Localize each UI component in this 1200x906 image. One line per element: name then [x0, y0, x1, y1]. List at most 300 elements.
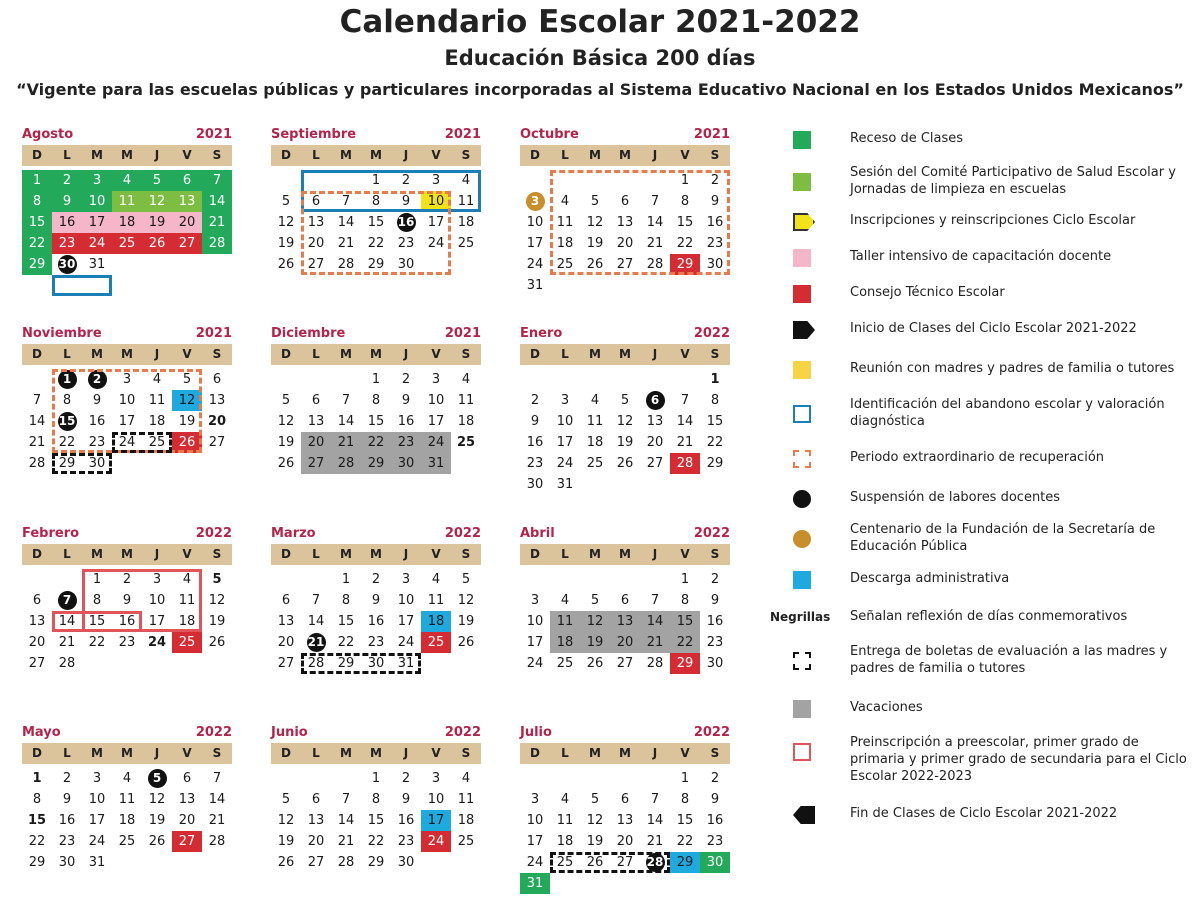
day-cell: 22: [676, 236, 694, 251]
day-cell: 13: [307, 414, 325, 429]
day-circle: 28: [646, 853, 665, 872]
day-cell: 21: [208, 813, 226, 828]
month-header: [271, 326, 481, 344]
day-cell: 14: [28, 414, 46, 429]
day-cell: 11: [118, 194, 136, 209]
weekday-label: L: [561, 746, 569, 760]
day-cell: 23: [88, 435, 106, 450]
month-header: [22, 725, 232, 743]
day-cell: 15: [367, 813, 385, 828]
weekday-label: V: [431, 347, 441, 361]
weekday-label: J: [403, 148, 409, 162]
day-cell: 26: [277, 257, 295, 272]
month-noviembre: [22, 326, 232, 501]
day-cell: 9: [371, 593, 381, 608]
weekday-label: D: [32, 148, 42, 162]
month-agosto: [22, 127, 232, 302]
day-cell: 13: [646, 414, 664, 429]
day-cell: 5: [281, 194, 291, 209]
weekday-label: M: [589, 746, 601, 760]
day-cell: 16: [118, 614, 136, 629]
day-cell: 5: [152, 173, 162, 188]
day-cell: 12: [148, 194, 166, 209]
day-cell: 5: [182, 372, 192, 387]
month-year: 2021: [444, 326, 481, 341]
day-cell: 28: [646, 656, 664, 671]
month-name: Octubre: [520, 127, 579, 142]
day-cell: 8: [371, 393, 381, 408]
day-cell: [142, 768, 172, 789]
weekday-label: V: [182, 746, 192, 760]
day-grid: [520, 170, 730, 300]
day-cell: 6: [620, 194, 630, 209]
day-cell: 25: [178, 635, 196, 650]
month-name: Abril: [520, 526, 555, 541]
day-cell: 3: [431, 173, 441, 188]
day-cell: [640, 390, 670, 411]
day-cell: 20: [307, 435, 325, 450]
day-cell: 7: [212, 173, 222, 188]
period-outline: [112, 432, 172, 453]
weekday-label: J: [652, 746, 658, 760]
day-cell: 12: [457, 593, 475, 608]
day-cell: 24: [526, 656, 544, 671]
day-cell: 26: [457, 635, 475, 650]
day-cell: 6: [311, 792, 321, 807]
day-cell: 21: [337, 236, 355, 251]
period-outline: [52, 275, 112, 296]
day-cell: 27: [307, 257, 325, 272]
weekday-label: M: [91, 347, 103, 361]
day-cell: 6: [311, 194, 321, 209]
day-cell: 4: [182, 572, 192, 587]
day-cell: 17: [526, 635, 544, 650]
weekday-label: M: [340, 347, 352, 361]
weekday-header: [22, 344, 232, 365]
weekday-header: [520, 344, 730, 365]
day-cell: 17: [88, 813, 106, 828]
day-cell: 7: [650, 593, 660, 608]
day-cell: 15: [367, 215, 385, 230]
day-cell: 29: [28, 257, 46, 272]
legend-text: Consejo Técnico Escolar: [850, 285, 1005, 300]
month-year: 2022: [693, 526, 730, 541]
day-cell: 12: [277, 215, 295, 230]
weekday-header: [520, 743, 730, 764]
day-cell: 24: [397, 635, 415, 650]
day-cell: 15: [367, 414, 385, 429]
day-circle: 3: [526, 192, 545, 211]
month-name: Agosto: [22, 127, 74, 142]
month-julio: [520, 725, 730, 900]
day-cell: 8: [32, 194, 42, 209]
day-cell: 15: [676, 215, 694, 230]
weekday-label: V: [680, 148, 690, 162]
day-cell: 1: [680, 771, 690, 786]
month-header: [271, 526, 481, 544]
weekday-label: D: [281, 746, 291, 760]
month-name: Junio: [271, 725, 308, 740]
day-cell: 23: [397, 834, 415, 849]
day-cell: 7: [650, 792, 660, 807]
day-cell: 18: [457, 414, 475, 429]
weekday-label: V: [182, 148, 192, 162]
weekday-label: S: [710, 547, 720, 561]
weekday-header: [22, 544, 232, 565]
month-header: [271, 127, 481, 145]
day-cell: 5: [590, 593, 600, 608]
day-cell: 9: [710, 792, 720, 807]
day-circle: 21: [307, 633, 326, 652]
day-cell: 14: [337, 215, 355, 230]
weekday-label: M: [91, 746, 103, 760]
day-cell: 16: [526, 435, 544, 450]
day-cell: 12: [586, 215, 604, 230]
day-cell: 27: [307, 855, 325, 870]
day-cell: 8: [680, 593, 690, 608]
day-cell: 29: [367, 456, 385, 471]
day-cell: 9: [92, 393, 102, 408]
day-cell: 5: [620, 393, 630, 408]
day-cell: 14: [646, 813, 664, 828]
day-cell: 10: [148, 593, 166, 608]
page-subtitle: Educación Básica 200 días: [444, 46, 756, 70]
day-cell: 24: [556, 456, 574, 471]
month-year: 2022: [693, 326, 730, 341]
month-enero: [520, 326, 730, 501]
day-grid: [22, 170, 232, 300]
weekday-header: [271, 344, 481, 365]
day-cell: 24: [526, 855, 544, 870]
day-cell: 21: [58, 635, 76, 650]
day-circle: 2: [88, 370, 107, 389]
day-cell: 16: [58, 813, 76, 828]
day-cell: 21: [646, 635, 664, 650]
day-cell: 26: [586, 257, 604, 272]
day-cell: 17: [526, 834, 544, 849]
day-cell: 4: [152, 372, 162, 387]
day-cell: 22: [367, 236, 385, 251]
legend-text: Vacaciones: [850, 700, 923, 715]
day-cell: 13: [307, 215, 325, 230]
legend-text: Receso de Clases: [850, 131, 964, 146]
day-cell: 15: [27, 813, 47, 828]
day-cell: 14: [676, 414, 694, 429]
day-cell: 10: [88, 194, 106, 209]
weekday-label: M: [340, 746, 352, 760]
day-cell: 4: [560, 792, 570, 807]
weekday-label: M: [340, 547, 352, 561]
day-cell: 20: [616, 635, 634, 650]
page-title: Calendario Escolar 2021-2022: [339, 4, 861, 40]
day-cell: 4: [560, 593, 570, 608]
day-cell: 30: [58, 855, 76, 870]
day-cell: 31: [526, 876, 544, 891]
day-cell: 15: [676, 614, 694, 629]
day-cell: 9: [401, 194, 411, 209]
day-circle: 30: [58, 255, 77, 274]
day-cell: 7: [680, 393, 690, 408]
legend-text: Inicio de Clases del Ciclo Escolar 2021-2022: [850, 321, 1137, 336]
legend-text: Taller intensivo de capacitación docente: [850, 249, 1112, 264]
day-cell: 27: [178, 236, 196, 251]
day-cell: 12: [208, 593, 226, 608]
weekday-label: J: [154, 547, 160, 561]
day-cell: 3: [401, 572, 411, 587]
weekday-label: D: [530, 148, 540, 162]
day-cell: 27: [208, 435, 226, 450]
day-cell: 16: [58, 215, 76, 230]
weekday-label: M: [619, 347, 631, 361]
day-cell: 17: [88, 215, 106, 230]
weekday-label: S: [710, 746, 720, 760]
day-cell: 29: [676, 855, 694, 870]
weekday-label: J: [403, 347, 409, 361]
day-cell: 5: [281, 393, 291, 408]
weekday-label: M: [370, 746, 382, 760]
black-arrow-right-icon: [793, 321, 815, 339]
day-cell: 15: [706, 414, 724, 429]
day-cell: 30: [526, 477, 544, 492]
month-name: Enero: [520, 326, 563, 341]
day-cell: 3: [431, 372, 441, 387]
orange-dashed-square-icon: [793, 450, 811, 468]
day-cell: 12: [586, 813, 604, 828]
period-outline: [550, 852, 670, 873]
day-cell: 24: [427, 435, 445, 450]
weekday-label: J: [652, 148, 658, 162]
day-cell: 16: [706, 215, 724, 230]
day-cell: 24: [147, 635, 167, 650]
day-cell: 14: [646, 614, 664, 629]
day-cell: 6: [281, 593, 291, 608]
day-cell: 1: [680, 572, 690, 587]
legend-text: Sesión del Comité Participativo de Salud Escolar y Jornadas de limpieza en escuelas: [850, 165, 1176, 197]
legend-text: Identificación del abandono escolar y valoración diagnóstica: [850, 397, 1165, 429]
black-dashed-square-icon: [793, 652, 811, 670]
day-cell: 16: [706, 614, 724, 629]
day-cell: 16: [397, 813, 415, 828]
day-cell: 22: [367, 834, 385, 849]
day-cell: 30: [88, 456, 106, 471]
day-cell: 6: [212, 372, 222, 387]
day-cell: 22: [367, 435, 385, 450]
day-cell: [52, 254, 82, 275]
day-cell: 23: [58, 834, 76, 849]
month-diciembre: [271, 326, 481, 501]
day-cell: 13: [208, 393, 226, 408]
day-cell: 15: [88, 614, 106, 629]
day-cell: 22: [706, 435, 724, 450]
day-cell: 13: [307, 813, 325, 828]
day-cell: 21: [337, 435, 355, 450]
legend-text: Reunión con madres y padres de familia o tutores: [850, 361, 1175, 376]
day-grid: [520, 768, 730, 898]
day-grid: [271, 369, 481, 499]
validity-note: “Vigente para las escuelas públicas y particulares incorporadas al Sistema Educativo Nacional en los Estados Unidos Mexicanos”: [16, 80, 1184, 99]
day-cell: 4: [461, 771, 471, 786]
day-cell: 27: [28, 656, 46, 671]
weekday-label: M: [619, 148, 631, 162]
weekday-label: J: [154, 148, 160, 162]
day-cell: 18: [457, 215, 475, 230]
day-circle: 5: [148, 769, 167, 788]
day-cell: 25: [118, 834, 136, 849]
month-year: 2021: [693, 127, 730, 142]
month-septiembre: [271, 127, 481, 302]
day-cell: 8: [341, 593, 351, 608]
period-outline: [550, 170, 730, 275]
legend-text: Periodo extraordinario de recuperación: [850, 450, 1105, 465]
day-cell: 1: [371, 771, 381, 786]
day-cell: 13: [616, 215, 634, 230]
day-cell: 10: [427, 393, 445, 408]
weekday-label: L: [561, 148, 569, 162]
day-cell: 2: [62, 771, 72, 786]
day-cell: 8: [371, 792, 381, 807]
weekday-label: V: [182, 347, 192, 361]
day-cell: 10: [397, 593, 415, 608]
day-cell: 16: [706, 813, 724, 828]
day-cell: 9: [710, 194, 720, 209]
month-year: 2022: [195, 526, 232, 541]
day-cell: 8: [371, 194, 381, 209]
day-cell: 3: [431, 771, 441, 786]
day-cell: 23: [397, 236, 415, 251]
day-cell: 18: [556, 635, 574, 650]
weekday-label: L: [63, 547, 71, 561]
day-cell: 28: [307, 656, 325, 671]
weekday-label: M: [370, 148, 382, 162]
month-name: Noviembre: [22, 326, 102, 341]
day-cell: 22: [337, 635, 355, 650]
weekday-label: S: [212, 148, 222, 162]
day-cell: 11: [556, 813, 574, 828]
day-cell: 26: [616, 456, 634, 471]
day-cell: 13: [616, 813, 634, 828]
month-year: 2021: [444, 127, 481, 142]
day-cell: 29: [676, 656, 694, 671]
weekday-label: M: [619, 547, 631, 561]
day-cell: 12: [616, 414, 634, 429]
day-cell: 26: [586, 855, 604, 870]
day-cell: 19: [616, 435, 634, 450]
day-cell: 8: [62, 393, 72, 408]
day-cell: 29: [367, 257, 385, 272]
weekday-label: V: [680, 746, 690, 760]
day-cell: 19: [277, 435, 295, 450]
weekday-label: D: [32, 347, 42, 361]
day-cell: 16: [88, 414, 106, 429]
month-year: 2022: [444, 526, 481, 541]
month-year: 2021: [195, 127, 232, 142]
day-cell: 1: [680, 173, 690, 188]
red-square-icon: [793, 285, 811, 303]
day-cell: 20: [646, 435, 664, 450]
day-cell: 20: [207, 414, 227, 429]
day-cell: 12: [148, 792, 166, 807]
weekday-label: M: [91, 547, 103, 561]
weekday-label: L: [63, 746, 71, 760]
weekday-label: J: [652, 347, 658, 361]
green-square-icon: [793, 131, 811, 149]
day-cell: 13: [28, 614, 46, 629]
day-cell: 26: [277, 855, 295, 870]
day-cell: 9: [401, 792, 411, 807]
gray-square-icon: [793, 700, 811, 718]
day-cell: 29: [367, 855, 385, 870]
day-cell: 31: [88, 257, 106, 272]
day-cell: 12: [178, 393, 196, 408]
day-circle: 15: [58, 412, 77, 431]
day-cell: 21: [337, 834, 355, 849]
weekday-label: J: [403, 547, 409, 561]
day-cell: 2: [710, 771, 720, 786]
day-cell: 23: [367, 635, 385, 650]
day-cell: 27: [277, 656, 295, 671]
day-cell: 24: [427, 236, 445, 251]
month-year: 2022: [444, 725, 481, 740]
month-name: Septiembre: [271, 127, 357, 142]
day-cell: 20: [616, 236, 634, 251]
day-cell: 30: [706, 656, 724, 671]
day-cell: 12: [586, 614, 604, 629]
day-cell: 28: [208, 834, 226, 849]
weekday-label: L: [63, 347, 71, 361]
weekday-label: V: [431, 746, 441, 760]
day-cell: 22: [28, 834, 46, 849]
day-cell: 10: [118, 393, 136, 408]
day-cell: 17: [397, 614, 415, 629]
month-febrero: [22, 526, 232, 701]
yellow-square-icon: [793, 361, 811, 379]
day-cell: 11: [457, 194, 475, 209]
day-cell: 4: [560, 194, 570, 209]
day-cell: 11: [556, 614, 574, 629]
yellow-arrow-icon: [793, 213, 815, 231]
day-cell: 20: [307, 834, 325, 849]
blue-outline-square-icon: [793, 405, 811, 423]
day-cell: 24: [88, 236, 106, 251]
legend-text: Señalan reflexión de días conmemorativos: [850, 609, 1128, 624]
weekday-label: S: [212, 347, 222, 361]
day-cell: 7: [311, 593, 321, 608]
day-cell: 3: [530, 792, 540, 807]
day-cell: 28: [208, 236, 226, 251]
weekday-label: M: [121, 746, 133, 760]
day-cell: 25: [456, 435, 476, 450]
negrillas-label: Negrillas: [770, 610, 831, 624]
day-cell: 27: [616, 257, 634, 272]
weekday-label: L: [312, 547, 320, 561]
weekday-label: L: [561, 347, 569, 361]
day-cell: 10: [526, 813, 544, 828]
day-cell: 28: [337, 456, 355, 471]
day-cell: 14: [307, 614, 325, 629]
day-cell: [52, 590, 82, 611]
day-cell: 31: [526, 278, 544, 293]
day-cell: 27: [616, 855, 634, 870]
day-cell: 9: [62, 194, 72, 209]
day-cell: 23: [526, 456, 544, 471]
weekday-label: V: [431, 148, 441, 162]
weekday-label: M: [370, 547, 382, 561]
day-grid: [22, 768, 232, 898]
day-cell: 17: [118, 414, 136, 429]
weekday-label: M: [589, 547, 601, 561]
day-cell: 26: [208, 635, 226, 650]
weekday-label: L: [312, 746, 320, 760]
